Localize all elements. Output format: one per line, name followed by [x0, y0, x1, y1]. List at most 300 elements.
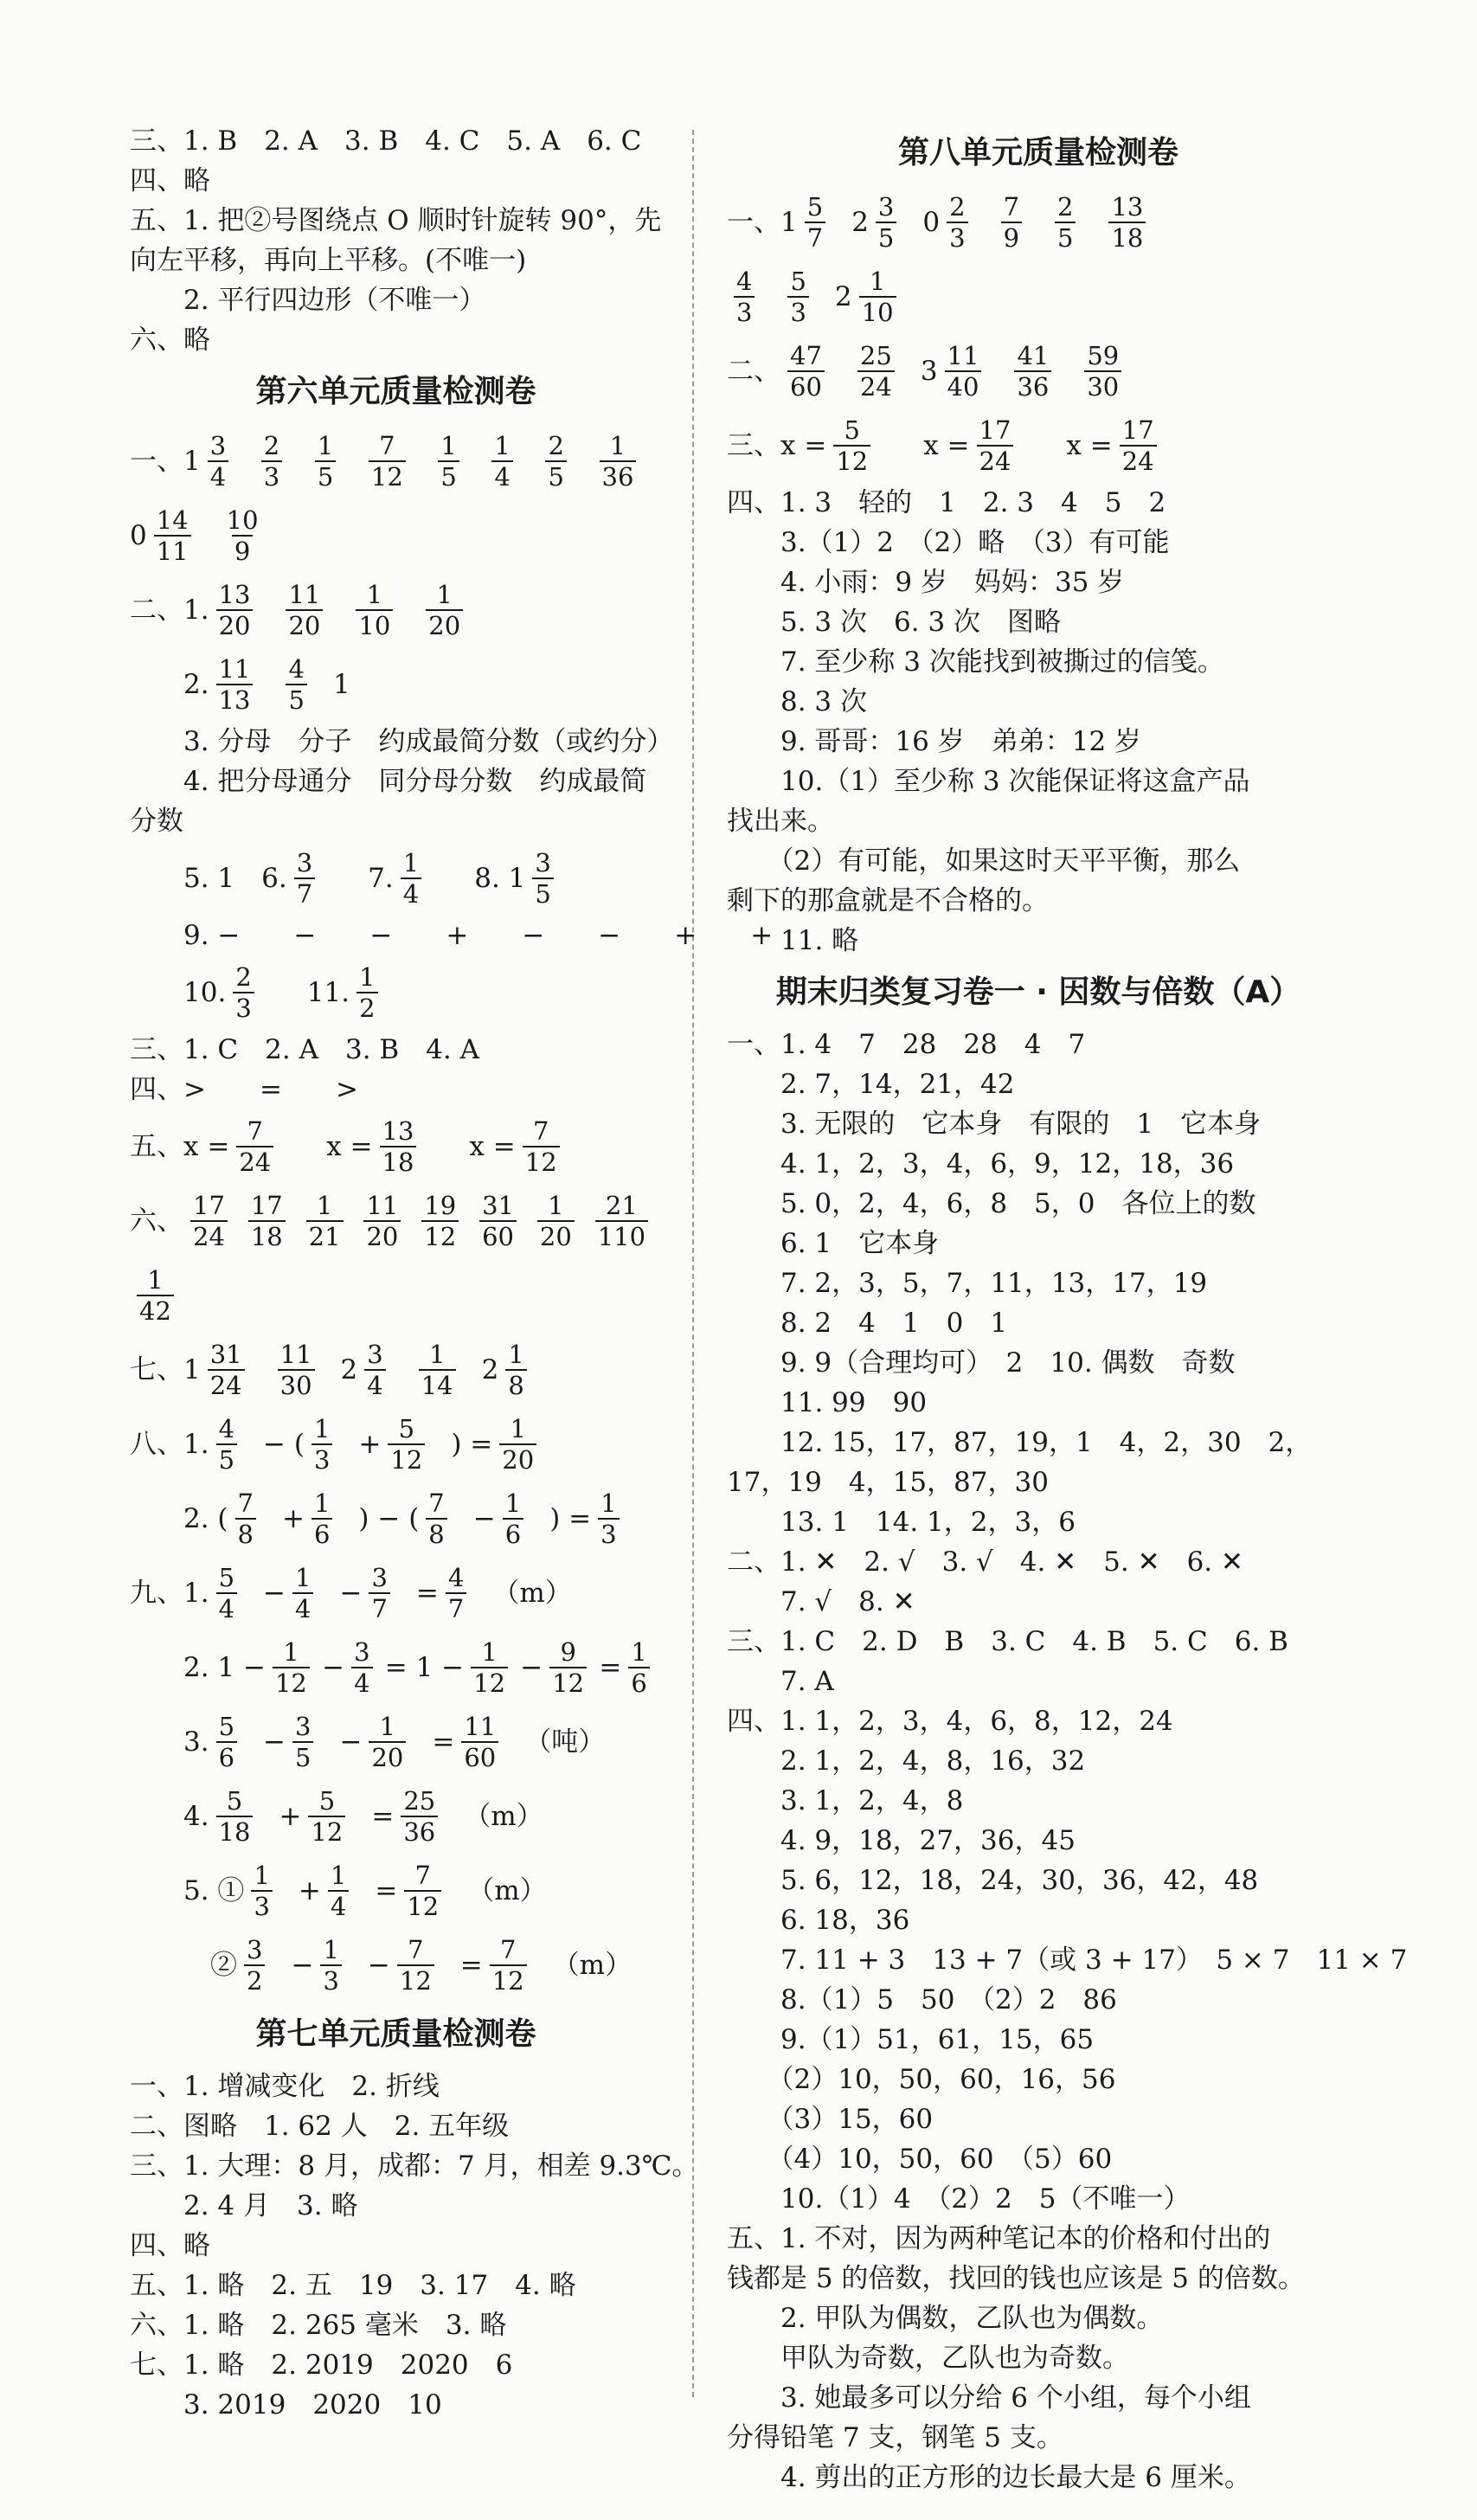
answer-text: − [322, 1652, 345, 1683]
answer-text: 11. [279, 977, 350, 1008]
answer-text: 五、x = [130, 1131, 230, 1162]
answer-text: 7. 至少称 3 次能找到被撕过的信笺。 [727, 646, 1224, 678]
answer-line [727, 1025, 1350, 1064]
answer-line [727, 185, 1350, 260]
denominator: 12 [397, 1964, 434, 1996]
denominator: 4 [208, 460, 228, 492]
answer-line [727, 562, 1350, 602]
denominator: 4 [216, 1592, 237, 1623]
answer-text: 四、1. 1，2，3，4，6，8，12，24 [727, 1706, 1173, 1737]
answer-text: 2. 甲队为偶数，乙队也为偶数。 [727, 2303, 1164, 2334]
numerator: 1 [317, 431, 334, 460]
answer-line [727, 1662, 1350, 1701]
numerator: 5 [218, 1712, 235, 1741]
numerator: 1 [147, 1265, 164, 1295]
numerator: 3 [295, 1712, 311, 1741]
numerator: 31 [209, 1340, 242, 1369]
fraction [216, 580, 254, 640]
numerator: 1 [313, 1414, 331, 1443]
answer-line [727, 1781, 1350, 1821]
answer-text: 7. A [727, 1666, 834, 1697]
fraction [1014, 341, 1051, 402]
answer-line [130, 424, 662, 498]
fraction [190, 1191, 228, 1251]
denominator: 30 [278, 1369, 315, 1400]
fraction [503, 1488, 523, 1549]
answer-line [727, 1462, 1350, 1502]
numerator: 3 [247, 1935, 263, 1964]
fraction [598, 1488, 619, 1549]
answer-text: ② [130, 1950, 237, 1981]
numerator: 14 [156, 505, 189, 535]
numerator: 47 [790, 341, 822, 370]
answer-line [727, 1861, 1350, 1900]
answer-text: = [459, 1950, 483, 1981]
numerator: 3 [877, 192, 895, 222]
fraction [461, 1712, 498, 1772]
denominator: 18 [380, 1146, 417, 1177]
numerator: 1 [510, 1414, 526, 1443]
denominator: 12 [421, 1220, 459, 1251]
fraction [208, 1340, 245, 1400]
answer-text: 0 [922, 207, 941, 238]
answer-line [130, 1928, 662, 2002]
answer-text: 4. 剪出的正方形的边长最大是 6 厘米。 [727, 2462, 1251, 2493]
denominator: 60 [479, 1220, 517, 1251]
answer-text: 5. 0，2，4，6，8 5，0 各位上的数 [727, 1188, 1256, 1219]
denominator: 10 [859, 296, 896, 327]
fraction [315, 431, 336, 492]
answer-line [130, 1030, 662, 1070]
denominator: 5 [532, 878, 553, 909]
numerator: 1 [313, 1488, 331, 1518]
numerator: 1 [508, 1340, 524, 1369]
answer-line [727, 1343, 1350, 1383]
answer-line [727, 1701, 1350, 1741]
denominator: 13 [216, 684, 254, 715]
denominator: 18 [216, 1816, 254, 1847]
denominator: 3 [734, 296, 755, 327]
numerator: 7 [237, 1488, 254, 1518]
fraction [311, 1488, 332, 1549]
answer-text: 10.（1）至少称 3 次能保证将这盒产品 [727, 766, 1250, 797]
denominator: 24 [977, 445, 1014, 476]
numerator: 5 [844, 415, 860, 445]
answer-text: 分数 [130, 806, 183, 837]
numerator: 13 [1111, 192, 1144, 222]
answer-text: 三、1. C 2. A 3. B 4. A [130, 1034, 479, 1065]
numerator: 25 [859, 341, 892, 370]
fraction [308, 1786, 345, 1847]
fraction [137, 1265, 174, 1326]
denominator: 6 [216, 1741, 237, 1772]
denominator: 10 [356, 609, 393, 640]
answer-line [727, 2099, 1350, 2139]
fraction [216, 654, 254, 715]
denominator: 5 [876, 222, 896, 253]
fraction [876, 192, 896, 253]
fraction [1084, 341, 1121, 402]
answer-text: 2 [851, 207, 869, 238]
fraction [600, 431, 637, 492]
numerator: 2 [235, 962, 252, 992]
denominator: 9 [232, 535, 253, 566]
fraction [805, 192, 825, 253]
answer-line [130, 2146, 699, 2186]
fraction [369, 1712, 406, 1772]
denominator: 5 [545, 460, 566, 492]
answer-line [727, 1900, 1350, 1940]
denominator: 14 [419, 1369, 456, 1400]
answer-text: 11. 略 [727, 925, 859, 956]
denominator: 110 [595, 1220, 648, 1251]
answer-line [727, 334, 1350, 408]
fraction [857, 341, 895, 402]
numerator: 7 [379, 431, 395, 460]
denominator: 5 [292, 1741, 313, 1772]
numerator: 11 [464, 1712, 497, 1741]
answer-text: 七、1 [130, 1354, 201, 1385]
denominator: 24 [236, 1146, 273, 1177]
denominator: 6 [311, 1518, 332, 1549]
fraction [244, 1935, 265, 1996]
right-column [727, 121, 1408, 2498]
denominator: 5 [286, 684, 306, 715]
denominator: 12 [490, 1964, 527, 1996]
fraction [363, 1191, 401, 1251]
fraction [499, 1414, 536, 1475]
fraction [1001, 192, 1022, 253]
answer-text: （m） [492, 1578, 572, 1609]
denominator: 9 [1001, 222, 1022, 253]
fraction [216, 1712, 237, 1772]
answer-line [727, 722, 1350, 762]
denominator: 20 [537, 1220, 575, 1251]
answer-line [727, 483, 1350, 523]
answer-text: （吨） [524, 1726, 606, 1758]
numerator: 5 [398, 1414, 415, 1443]
answer-line [727, 1741, 1350, 1781]
answer-text: 5. ① [130, 1875, 245, 1906]
numerator: 31 [482, 1191, 514, 1220]
numerator: 11 [366, 1191, 399, 1220]
answer-line [130, 1854, 662, 1928]
numerator: 17 [979, 415, 1011, 445]
answer-text: 9.（1）51，61，15，65 [727, 2024, 1095, 2055]
fraction [356, 580, 393, 640]
answer-text: 二、1. [130, 595, 209, 626]
answer-line [130, 2345, 662, 2385]
denominator: 20 [369, 1741, 406, 1772]
denominator: 36 [401, 1816, 438, 1847]
answer-line [130, 320, 662, 360]
answer-text: 六、略 [130, 325, 210, 356]
numerator: 13 [218, 580, 251, 609]
answer-text: 一、1 [130, 446, 201, 477]
denominator: 12 [523, 1146, 560, 1177]
fraction [216, 1786, 254, 1847]
answer-line [130, 841, 662, 916]
numerator: 7 [499, 1935, 517, 1964]
numerator: 17 [250, 1191, 283, 1220]
fraction [369, 431, 406, 492]
answer-line [130, 1630, 662, 1705]
answer-text: （m） [552, 1950, 633, 1981]
answer-line [727, 1502, 1350, 1542]
answer-text: 10. [130, 977, 227, 1008]
fraction [224, 505, 261, 566]
numerator: 5 [218, 1563, 235, 1592]
answer-text: 4. 小雨：9 岁 妈妈：35 岁 [727, 567, 1125, 598]
fraction [397, 1935, 434, 1996]
answer-text: − [367, 1950, 390, 1981]
answer-line [130, 1258, 662, 1333]
numerator: 17 [193, 1191, 225, 1220]
fraction [595, 1191, 648, 1251]
answer-text: 2 [834, 281, 852, 312]
numerator: 5 [226, 1786, 243, 1816]
answer-text: 3. [130, 1726, 209, 1758]
fraction [1120, 415, 1157, 476]
numerator: 7 [532, 1116, 549, 1146]
denominator: 12 [404, 1890, 441, 1921]
answer-text: 7. 2，3，5，7，11，13，17，19 [727, 1268, 1208, 1299]
answer-text: 17，19 4，15，87，30 [727, 1467, 1049, 1498]
numerator: 7 [414, 1861, 431, 1890]
answer-text: 6. 1 它本身 [727, 1228, 940, 1259]
fraction [401, 1786, 438, 1847]
fraction [628, 1637, 649, 1698]
answer-line [727, 1542, 1350, 1582]
answer-text: 钱都是 5 的倍数，找回的钱也应该是 5 的倍数。 [727, 2263, 1305, 2294]
section-heading: 第六单元质量检测卷 [255, 374, 536, 409]
answer-text: − [263, 1578, 286, 1609]
numerator: 1 [323, 1935, 339, 1964]
answer-line [727, 260, 1350, 334]
answer-line [727, 1622, 1350, 1662]
answer-text: + [358, 1429, 382, 1460]
answer-text: （4）10，50，60 （5）60 [727, 2144, 1113, 2175]
fraction [286, 580, 323, 640]
answer-text: − [263, 1726, 286, 1758]
answer-text: 3. 无限的 它本身 有限的 1 它本身 [727, 1109, 1262, 1140]
answer-text: 2. 1，2，4，8，16，32 [727, 1745, 1086, 1777]
answer-text: 3. 2019 2020 10 [130, 2389, 442, 2420]
answer-text: 4. 9，18，27，36，45 [727, 1825, 1076, 1856]
denominator: 7 [369, 1592, 389, 1623]
fraction [545, 431, 566, 492]
answer-line [727, 2458, 1350, 2498]
numerator: 1 [295, 1563, 311, 1592]
fraction [833, 415, 870, 476]
numerator: 1 [609, 431, 626, 460]
answer-line [130, 1333, 662, 1407]
numerator: 1 [440, 431, 457, 460]
fraction [734, 267, 755, 327]
fraction [292, 1712, 313, 1772]
numerator: 1 [869, 267, 886, 296]
denominator: 2 [244, 1964, 265, 1996]
answer-text: 三、x = [727, 430, 827, 461]
answer-text: ) = [549, 1503, 592, 1534]
denominator: 21 [306, 1220, 344, 1251]
denominator: 12 [471, 1667, 508, 1698]
numerator: 3 [367, 1340, 383, 1369]
numerator: 1 [481, 1637, 498, 1667]
denominator: 5 [438, 460, 459, 492]
denominator: 5 [1055, 222, 1076, 253]
answer-text: 五、1. 把②号图绕点 O 顺时针旋转 90°，先 [130, 205, 662, 236]
section-heading: 第八单元质量检测卷 [897, 135, 1178, 170]
fraction [208, 431, 228, 492]
fraction [1055, 192, 1076, 253]
answer-text: − [339, 1726, 363, 1758]
numerator: 7 [247, 1116, 263, 1146]
fraction [286, 654, 306, 715]
fraction [388, 1414, 425, 1475]
answer-line [130, 498, 662, 573]
answer-line [727, 2378, 1350, 2418]
answer-line [130, 2385, 662, 2425]
column-divider [692, 130, 694, 2397]
answer-text: 2 [481, 1354, 499, 1385]
fraction [306, 1191, 344, 1251]
answer-line [727, 801, 1350, 841]
numerator: 59 [1087, 341, 1120, 370]
answer-text: 四、略 [130, 165, 210, 196]
answer-line [130, 1070, 662, 1109]
answer-text: 8.（1）5 50 （2）2 86 [727, 1984, 1117, 2015]
answer-line [130, 2226, 662, 2266]
answer-text: 四、1. 3 轻的 1 2. 3 4 5 2 [727, 487, 1166, 518]
answer-line [130, 722, 674, 762]
answer-text: + [279, 1801, 302, 1832]
answer-text: 2 [340, 1354, 358, 1385]
numerator: 13 [382, 1116, 414, 1146]
left-column [130, 121, 774, 2425]
fraction [1108, 192, 1146, 253]
answer-text: 9. − − − + − − + + [130, 920, 774, 951]
fraction [479, 1191, 517, 1251]
answer-line [727, 2259, 1350, 2298]
fraction [248, 1191, 286, 1251]
numerator: 1 [494, 431, 511, 460]
answer-line [727, 523, 1350, 562]
answer-line [727, 1064, 1350, 1104]
answer-text: x = [442, 1131, 516, 1162]
answer-text: 找出来。 [727, 806, 834, 837]
answer-text: = [375, 1875, 398, 1906]
answer-line [727, 602, 1350, 642]
answer-line [727, 2298, 1350, 2338]
answer-text: 2. 4 月 3. 略 [130, 2190, 358, 2221]
answer-text: 三、1. C 2. D B 3. C 4. B 5. C 6. B [727, 1626, 1288, 1657]
denominator: 3 [787, 296, 808, 327]
denominator: 3 [233, 992, 254, 1023]
fraction [404, 1861, 441, 1921]
answer-text: = 1 − [384, 1652, 465, 1683]
answer-line [727, 841, 1350, 881]
section-heading: 第七单元质量检测卷 [255, 2016, 536, 2052]
answer-text: 3 [920, 356, 938, 387]
fraction [859, 267, 896, 327]
fraction [419, 1340, 456, 1400]
answer-text: + [298, 1875, 321, 1906]
fraction [977, 415, 1014, 476]
answer-text: 7. 11 + 3 13 + 7（或 3 + 17） 5 × 7 11 × 7 [727, 1945, 1408, 1976]
denominator: 3 [261, 460, 282, 492]
answer-line [130, 1184, 662, 1258]
fraction [523, 1116, 560, 1177]
denominator: 4 [401, 878, 421, 909]
fraction [380, 1116, 417, 1177]
denominator: 3 [311, 1443, 332, 1475]
answer-text: 4. 把分母通分 同分母分数 约成最简 [130, 766, 647, 797]
denominator: 12 [308, 1816, 345, 1847]
answer-line [130, 2106, 662, 2146]
answer-text: 六、 [130, 1205, 183, 1237]
answer-line [727, 2179, 1350, 2219]
answer-text: 五、1. 略 2. 五 19 3. 17 4. 略 [130, 2270, 576, 2301]
fraction [235, 1488, 256, 1549]
numerator: 21 [605, 1191, 638, 1220]
numerator: 1 [283, 1637, 299, 1667]
answer-text: 2. 平行四边形（不唯一） [130, 285, 486, 316]
answer-line [130, 1407, 662, 1482]
fraction [328, 1861, 349, 1921]
fraction [311, 1414, 332, 1475]
answer-text: 三、1. B 2. A 3. B 4. C 5. A 6. C [130, 125, 642, 157]
fraction [251, 1861, 272, 1921]
fraction [401, 848, 421, 909]
answer-line [130, 2186, 662, 2226]
answer-text: 13. 1 14. 1，2，3，6 [727, 1507, 1076, 1538]
denominator: 42 [137, 1295, 174, 1326]
fraction [216, 1563, 237, 1623]
denominator: 24 [208, 1369, 245, 1400]
denominator: 4 [328, 1890, 349, 1921]
fraction [320, 1935, 341, 1996]
denominator: 3 [251, 1890, 272, 1921]
section-heading: 期末归类复习卷一 · 因数与倍数（A） [775, 974, 1301, 1010]
answer-text: 三、1. 大理：8 月，成都：7 月，相差 9.3℃。 [130, 2150, 699, 2182]
fraction [421, 1191, 459, 1251]
numerator: 7 [1003, 192, 1020, 222]
denominator: 12 [369, 460, 406, 492]
numerator: 1 [254, 1861, 270, 1890]
answer-line [130, 1779, 662, 1854]
numerator: 2 [548, 431, 564, 460]
fraction [787, 341, 825, 402]
fraction [787, 267, 808, 327]
denominator: 11 [154, 535, 191, 566]
denominator: 3 [320, 1964, 341, 1996]
denominator: 12 [273, 1667, 310, 1698]
numerator: 41 [1017, 341, 1050, 370]
fraction [233, 962, 254, 1023]
denominator: 4 [292, 1592, 313, 1623]
answer-text: 5. 1 6. [130, 863, 287, 894]
answer-text: − ( [263, 1429, 305, 1460]
answer-line [727, 1303, 1350, 1343]
answer-line [130, 955, 662, 1030]
answer-text: 1 [332, 669, 350, 700]
fraction [294, 848, 315, 909]
answer-text: （2）有可能，如果这时天平平衡，那么 [727, 845, 1241, 877]
answer-line [130, 161, 662, 201]
answer-line [727, 1263, 1350, 1303]
numerator: 7 [428, 1488, 445, 1518]
